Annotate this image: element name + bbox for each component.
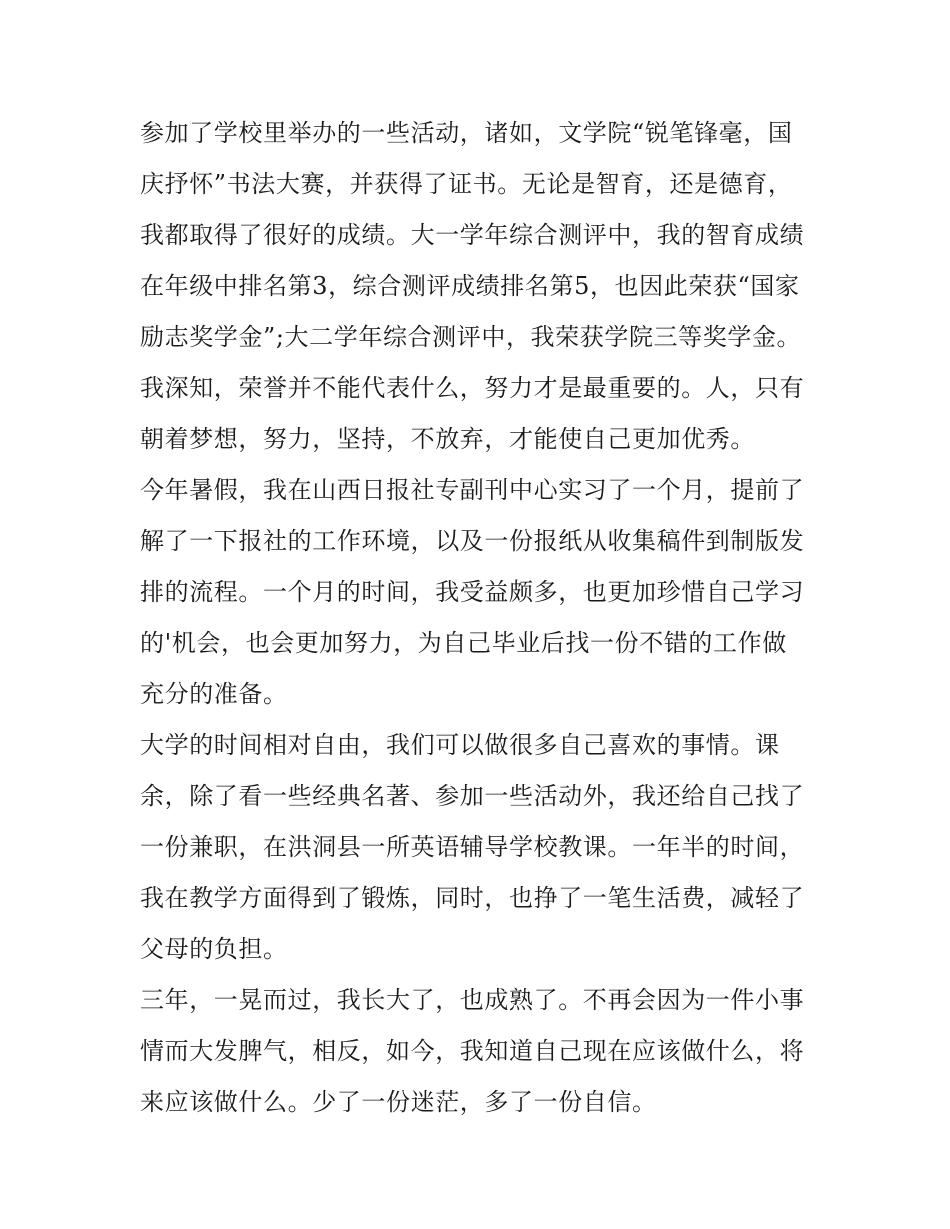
text-line: 参加了学校里举办的一些活动，诸如，文学院“锐笔锋毫，国 [140,119,793,147]
text-line: 的'机会，也会更加努力，为自己毕业后找一份不错的工作做 [140,629,787,657]
text-line: 来应该做什么。少了一份迷茫，多了一份自信。 [140,1088,657,1116]
text-line: 一份兼职，在洪洞县一所英语辅导学校教课。一年半的时间， [140,833,805,861]
text-line: 情而大发脾气，相反，如今，我知道自己现在应该做什么，将 [140,1037,805,1065]
text-line: 我在教学方面得到了锻炼，同时，也挣了一笔生活费，减轻了 [140,884,805,912]
text-line: 余，除了看一些经典名著、参加一些活动外，我还给自己找了 [140,782,805,810]
text-line: 充分的准备。 [140,680,288,708]
text-line: 三年，一晃而过，我长大了，也成熟了。不再会因为一件小事 [140,986,805,1014]
text-line: 父母的负担。 [140,935,288,963]
text-line: 排的流程。一个月的时间，我受益颇多，也更加珍惜自己学习 [140,578,805,606]
text-line: 大学的时间相对自由，我们可以做很多自己喜欢的事情。课 [140,731,780,759]
text-line: 我都取得了很好的成绩。大一学年综合测评中，我的智育成绩 [140,221,805,249]
text-line: 朝着梦想，努力，坚持，不放弃，才能使自己更加优秀。 [140,425,755,453]
text-line: 今年暑假，我在山西日报社专副刊中心实习了一个月，提前了 [140,476,805,504]
text-line: 在年级中排名第3，综合测评成绩排名第5，也因此荣获“国家 [140,272,800,300]
body-text [140,108,820,1128]
text-line: 我深知，荣誉并不能代表什么，努力才是最重要的。人，只有 [140,374,805,402]
text-line: 励志奖学金”;大二学年综合测评中，我荣获学院三等奖学金。 [140,323,802,351]
text-line: 解了一下报社的工作环境，以及一份报纸从收集稿件到制版发 [140,527,805,555]
text-line: 庆抒怀”书法大赛，并获得了证书。无论是智育，还是德育， [140,170,793,198]
